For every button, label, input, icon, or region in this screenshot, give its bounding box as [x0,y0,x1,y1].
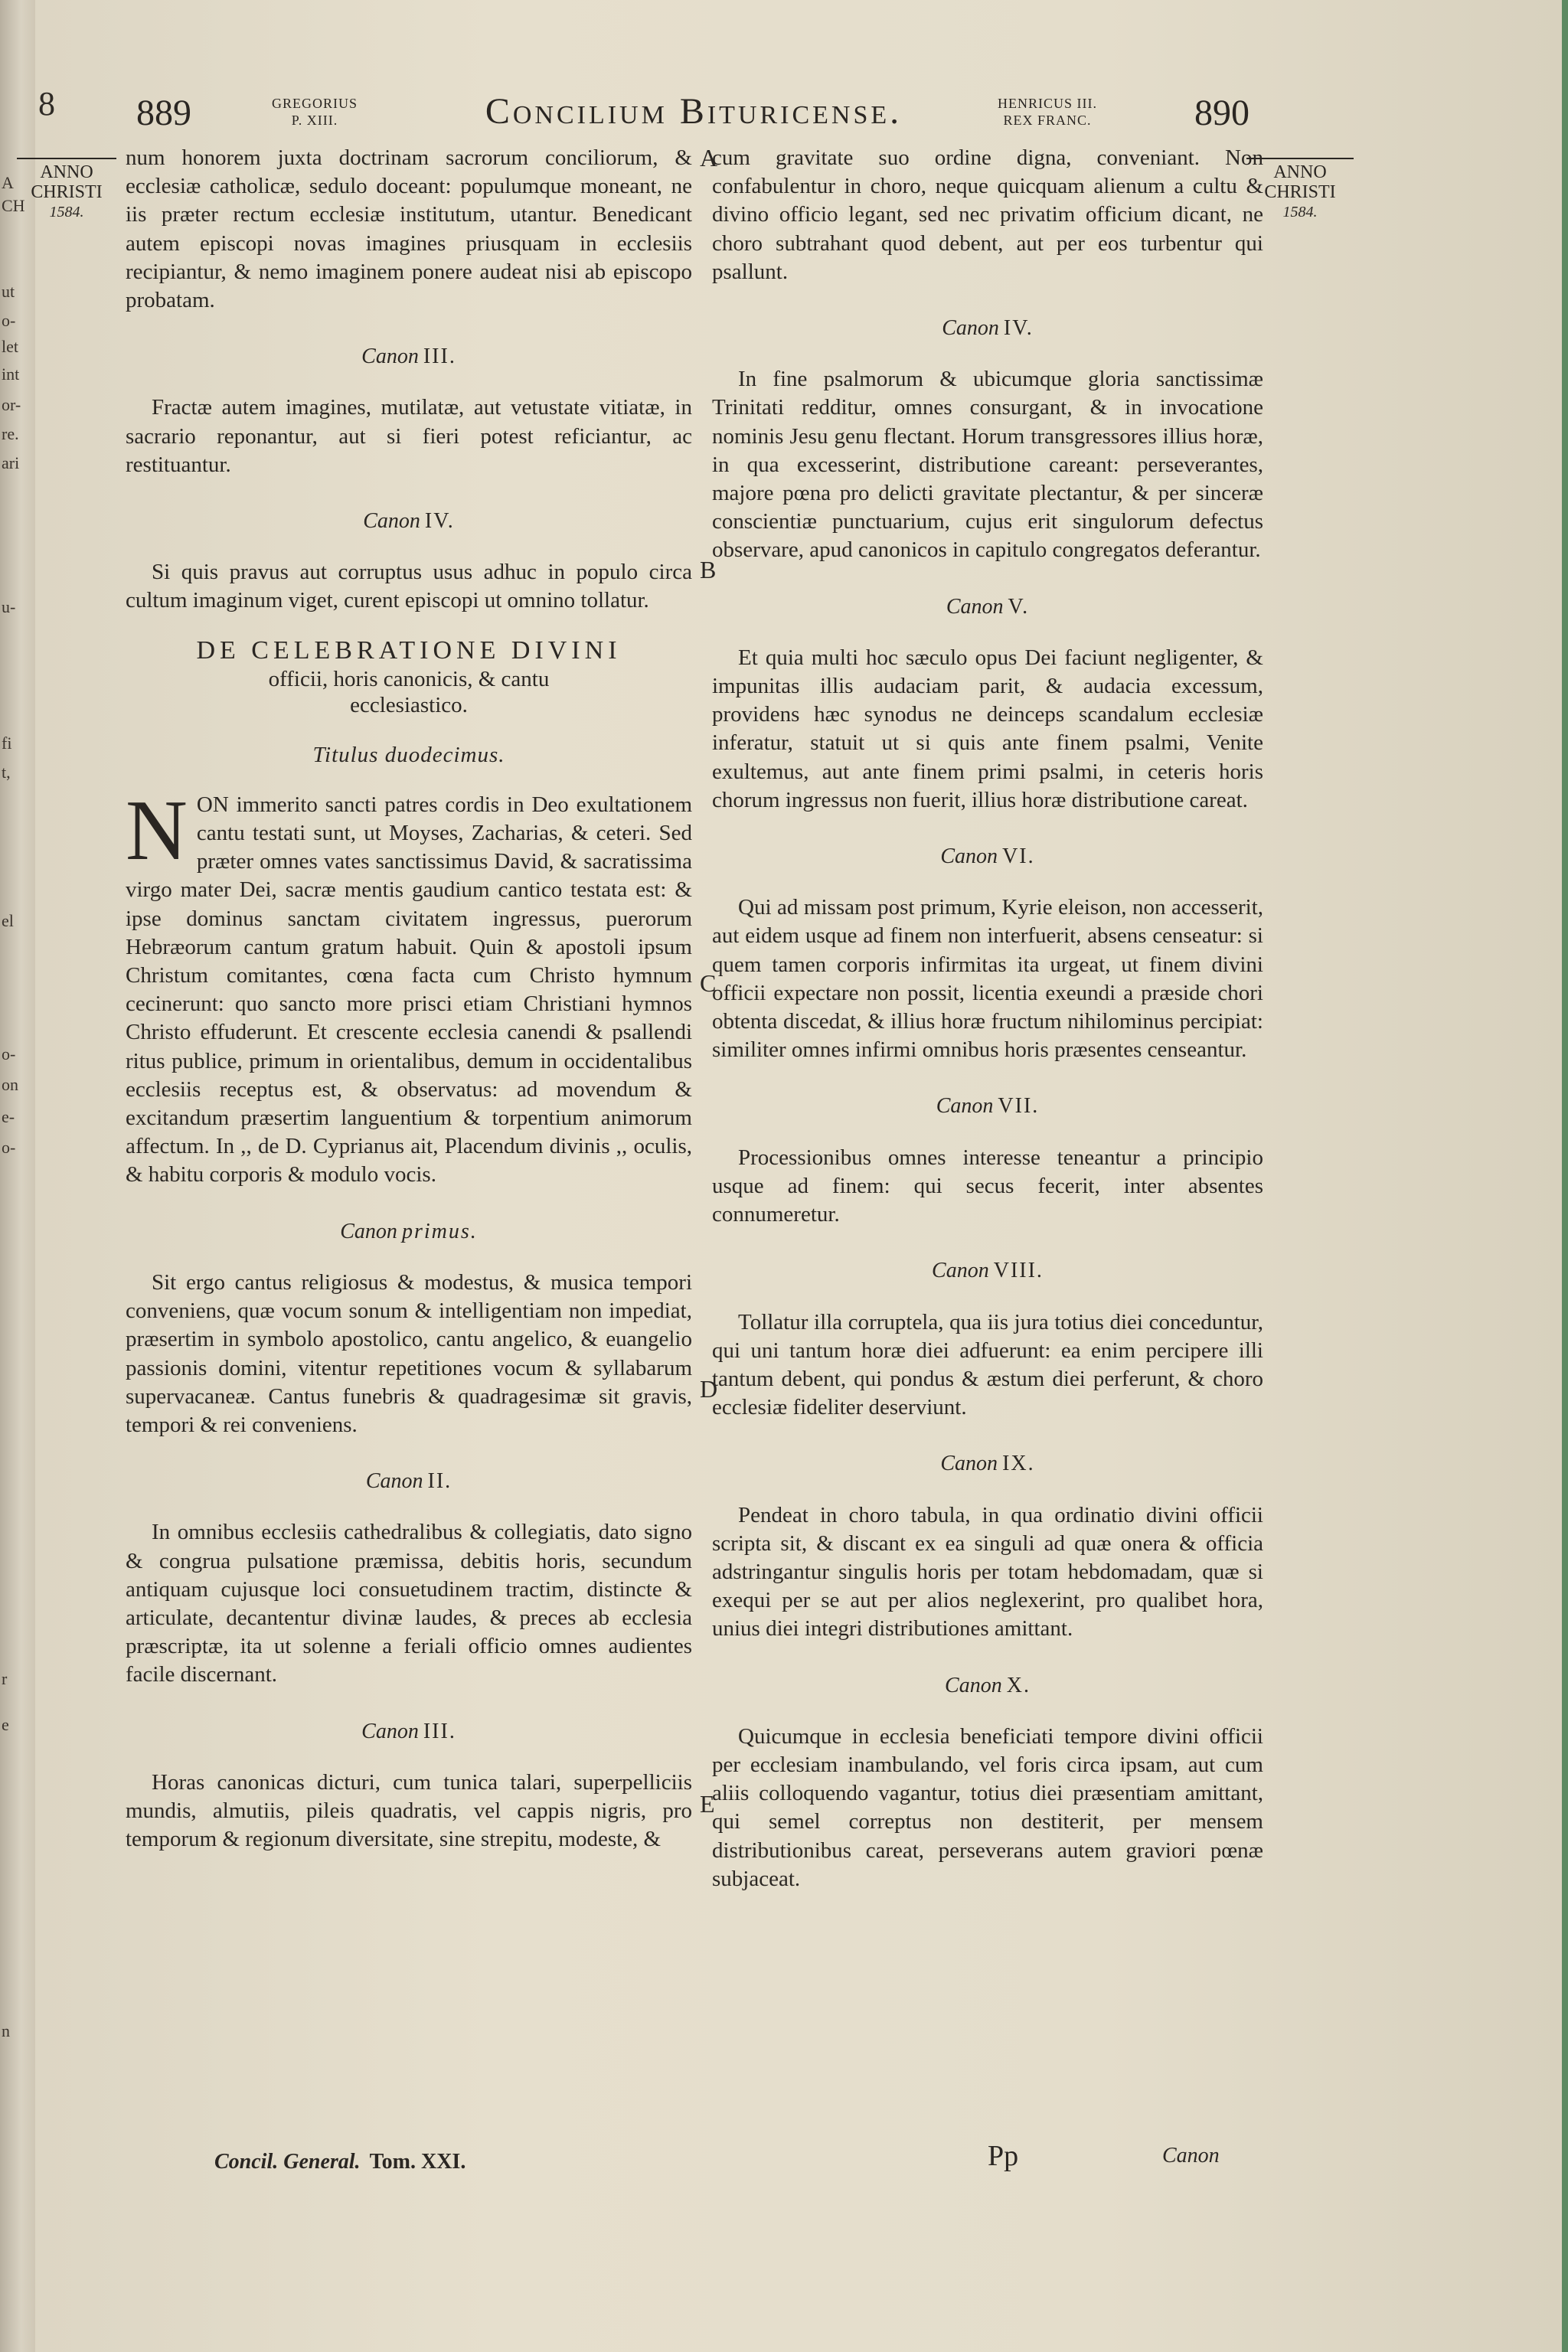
titulus-heading: Titulus duodecimus. [312,742,505,767]
margin-letter-b: B [700,556,717,583]
catchword: Canon [1162,2144,1220,2167]
canon-label: Canon [940,844,998,869]
canon-text: Qui ad missam post primum, Kyrie eleison, non accesserit, aut eidem usque ad finem non interfuerit, absens censeatur: si quem tamen corporis infirmitas ita urgeat, ut finem divini officii expectare non possit, licentia exeundi a præside chori obtenta discedat, & illius horæ fructum nihilominus percipiat: similiter omnes infirmi omnibus horis præsentes censeantur. [712,895,1263,1063]
canon-label: Canon [945,1673,1002,1697]
edge-fragment: or- [2,395,21,414]
king-name: HENRICUS III. [998,96,1097,111]
section-title: DE CELEBRATIONE DIVINI [196,635,622,665]
edge-fragment: re. [2,424,19,443]
edge-fragment: fi [2,733,12,753]
edge-fragment: let [2,337,18,356]
canon-label: Canon [936,1094,994,1119]
footer-signature [214,2150,466,2174]
canon-number: V. [1008,594,1030,619]
page-number-right: 890 [1194,93,1250,133]
canon-label: Canon [940,1452,998,1476]
page-number-left: 889 [136,93,191,133]
canon-text: Quicumque in ecclesia beneficiati tempore divini officii per ecclesiam inambulando, vel foris circa ipsam, aut cum aliis colloquendo vagantur, totius diei præsentiam amittant, qui semel correptus non destiterit, per mensem distributionibus careat, perseverans autem graviori pœnæ subjaceat. [712,1723,1263,1891]
canon-number: VI. [1002,844,1035,869]
margin-letter-e: E [700,1790,715,1818]
canon-text: Processionibus omnes interesse teneantur a principio usque ad finem: qui secus fecerit, inter absentes connumeretur. [712,1145,1263,1227]
canon-number: III. [423,345,456,369]
edge-fragment: e [2,1715,9,1734]
canon-label: Canon [340,1219,397,1243]
edge-fragment: o- [2,1044,16,1063]
canon-label: Canon [932,1259,989,1283]
canon-label: Canon [946,594,1004,619]
canon-heading [712,1671,1263,1700]
intro-text: ON immerito sancti patres cordis in Deo exultationem cantu testati sunt, ut Moyses, Zacharias, & ceteri. Sed præter omnes vates sanctissimus David, & sacratissima virgo mater Dei, sacræ mentis gaudium cantico testata est: & ipse dominus sanctam civitatem ingressus, puerorum Hebræorum cantum gratum habuit. Quin & apostoli ipsum Christum comitantes, cœna facta cum Christo hymnum cecinerunt: quo sancto more prisci etiam Christiani hymnos Christo effuderunt. Et crescente ecclesia canendi & psallendi ritus publice, primum in orientalibus, demum in occidentalibus ecclesiis receptus est, & observatus: ad movendum & excitandum præsertim languentium & torpentium animorum affectum. In ,, de D. Cyprianus ait, Placendum divinis ,, oculis, & habitu corporis & modulo vocis. [126,792,692,1187]
canon-heading [712,1449,1263,1478]
canon-heading [712,314,1263,342]
previous-page-edge [0,0,35,2352]
edge-fragment: on [2,1075,18,1094]
section-subtitle: officii, horis canonicis, & cantu [268,666,550,691]
christi-label: CHRISTI [1264,182,1336,202]
edge-fragment: CH [2,196,25,215]
canon-number: VII. [998,1094,1040,1119]
section-subtitle: ecclesiastico. [350,692,468,717]
canon-number: VIII. [993,1259,1044,1283]
canon-text: Si quis pravus aut corruptus usus adhuc in populo circa cultum imaginum viget, curent episcopi ut omnino tollatur. [126,560,692,613]
king-running-head [971,95,1124,129]
right-column [712,144,1263,1893]
edge-fragment: n [2,2021,10,2040]
canon-label: Canon [361,345,419,369]
canon-text: Horas canonicas dicturi, cum tunica talari, superpelliciis mundis, almutiis, pileis quadratis, vel cappis nigris, pro temporum & regionum diversitate, sine strepitu, modeste, & [126,1769,692,1852]
anno-year: 1584. [1282,204,1318,220]
canon-number: IX. [1002,1452,1035,1476]
edge-number: 8 [38,85,55,122]
edge-fragment: int [2,364,20,384]
canon-heading [126,1467,692,1495]
left-column [126,144,692,1854]
edge-fragment: r [2,1669,8,1688]
edge-fragment: o- [2,311,16,330]
king-title: REX FRANC. [1003,113,1092,128]
edge-fragment: t, [2,763,11,782]
edge-fragment: A [2,173,14,192]
canon-heading [712,1256,1263,1285]
canon-heading [712,842,1263,871]
tome-number: Tom. XXI. [369,2150,466,2174]
anno-marginal-left [17,158,116,222]
canon-text: Tollatur illa corruptela, qua iis jura totius diei conceduntur, qui uni tantum horæ diei adfuerunt: ea enim percipere illi tantum debent, qui pondus & æstum diei perferunt, & choro ecclesiæ fideliter deserviunt. [712,1309,1263,1420]
pope-running-head [257,95,372,129]
edge-fragment: ut [2,282,15,301]
pope-name: GREGORIUS [271,96,358,111]
canon-heading [126,507,692,535]
canon-number: X. [1006,1673,1031,1697]
canon-number: IV. [424,509,455,534]
canon-text: In fine psalmorum & ubicumque gloria sanctissimæ Trinitati redditur, omnes consurgant, & in invocatione nominis Jesu genu flectant. Horum transgressores illius horæ, in qua excesserint, distributione careant: perseverantes, majore pœna pro delicti gravitate plectantur, & per sinceræ conscientiæ punctuarium, cujus erit singulorum defectus observare, apud canonicos in capitulo congregatos deferantur. [712,367,1263,563]
canon-label: Canon [942,316,999,341]
edge-fragment: u- [2,597,16,616]
edge-fragment: el [2,911,14,930]
canon-label: Canon [361,1719,419,1743]
canon-number: IV. [1003,316,1034,341]
margin-letter-a: A [700,144,718,172]
edge-fragment: o- [2,1138,16,1157]
canon-text: Sit ergo cantus religiosus & modestus, & musica tempori conveniens, quæ vocum sonum & intelligentiam non impediat, præsertim in symbolo apostolico, cantu angelico, & euangelio passionis domini, vitentur repetitiones vocum & syllabarum supervacaneæ. Cantus funebris & quadragesimæ sit gravis, tempori & rei conveniens. [126,1269,692,1437]
drop-cap: N [126,782,188,878]
intro-paragraph [126,782,692,1190]
canon-heading [712,593,1263,621]
canon-number: primus. [401,1219,478,1243]
anno-label: ANNO [40,162,93,182]
edge-fragment: e- [2,1107,15,1126]
canon-label: Canon [365,1469,423,1494]
canon-text: Fractæ autem imagines, mutilatæ, aut vetustate vitiatæ, in sacrario reponantur, aut si fieri potest reficiantur, ac restituantur. [126,395,692,477]
canon-number: III. [423,1719,456,1743]
page-title: Concilium Bituricense. [485,91,903,132]
margin-letter-c: C [700,969,717,997]
canon-number: II. [427,1469,452,1494]
canon-label: Canon [363,509,420,534]
canon-heading [126,1717,692,1746]
canon-heading [126,342,692,371]
signature-text: Concil. General. [214,2150,361,2174]
christi-label: CHRISTI [31,182,103,202]
pope-numeral: P. XIII. [291,113,338,128]
anno-year: 1584. [49,204,84,220]
anno-label: ANNO [1273,162,1327,182]
opening-paragraph: cum gravitate suo ordine digna, conveniant. Non confabulentur in choro, neque quicquam alienum a cultu & divino officio legant, sed nec privatim officium dicant, ne choro subtrahant quod debent, aut per eos turbentur qui psallunt. [712,145,1263,284]
canon-text: In omnibus ecclesiis cathedralibus & collegiatis, dato signo & congrua pulsatione præmissa, debitis horis, secundum antiquam cujusque loci consuetudinem tractim, distincte & articulate, decantentur divinæ laudes, & preces ab ecclesia præscriptæ, ita ut solenne a feriali officio omnes audientes facile discernant. [126,1520,692,1687]
canon-text: Pendeat in choro tabula, in qua ordinatio divini officii scripta sit, & discant ex ea singuli ad quæ onera & officia adstringantur singulis horis per totam hebdomadam, quæ si exequi per se aut per alios neglexerint, pro qualibet hora, unius diei integri distributiones amittant. [712,1502,1263,1642]
signature-mark: Pp [988,2140,1019,2172]
opening-paragraph: num honorem juxta doctrinam sacrorum conciliorum, & ecclesiæ catholicæ, sedulo doceant: populumque moneant, ne iis præter rectum ecclesiæ institutum, utantur. Benedicant autem episcopi novas imagines priusquam in ecclesiis recipiantur, & nemo imaginem ponere audeat nisi ab episcopo probatam. [126,145,692,313]
margin-letter-d: D [700,1375,718,1403]
canon-heading [126,1217,692,1246]
canon-heading [712,1092,1263,1120]
edge-fragment: ari [2,453,20,472]
canon-text: Et quia multi hoc sæculo opus Dei faciunt negligenter, & impunitas illis audaciam parit, & audacia excessum, providens hæc synodus ne deinceps scandalum ecclesiæ inferatur, statuit ut si quis ante finem psalmi, Venite exultemus, aut ante finem primi psalmi, in ceteris horis chorum ingressus non fuerit, illius horæ distributione careat. [712,645,1263,812]
